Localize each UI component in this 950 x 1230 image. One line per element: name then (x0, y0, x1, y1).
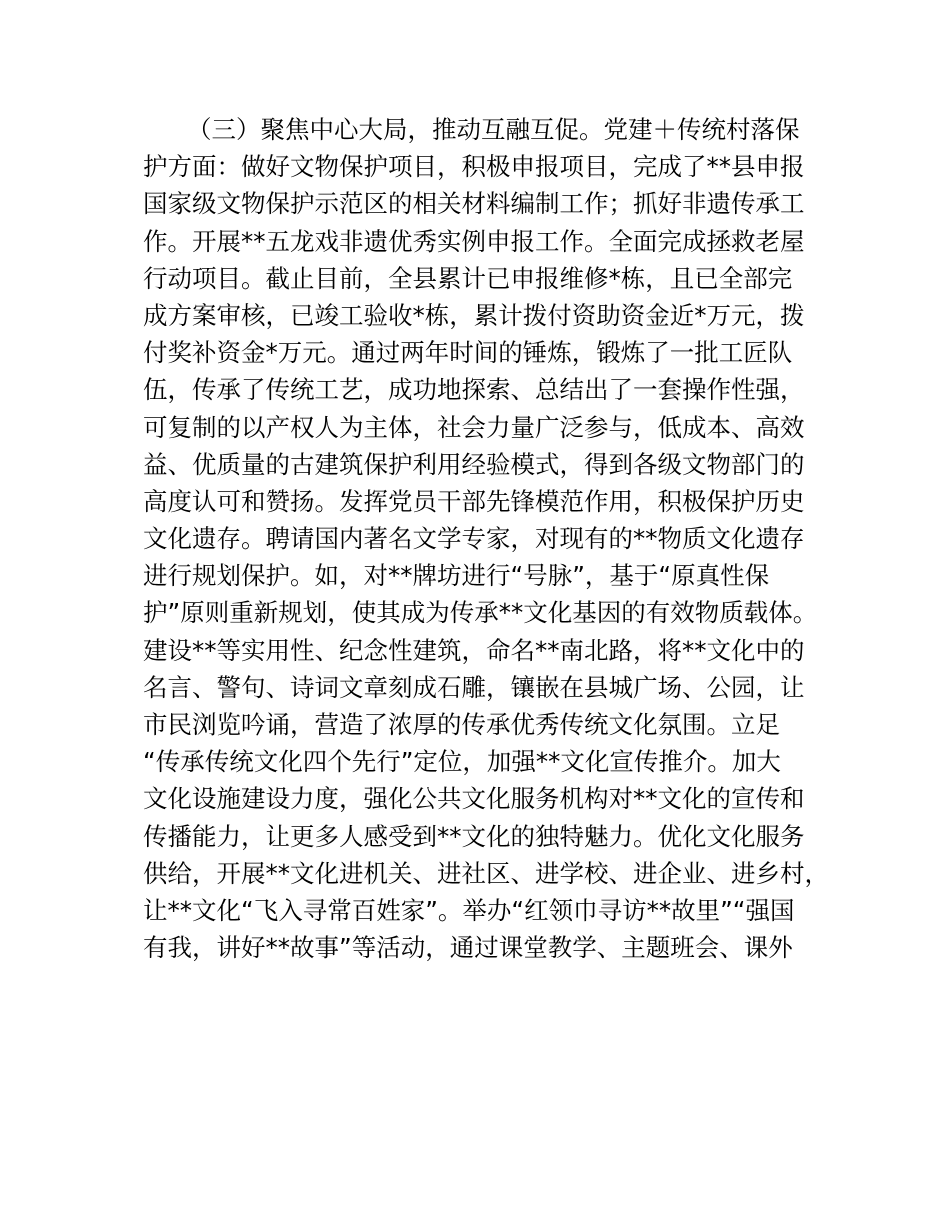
text-line: 传播能力，让更多人感受到**文化的独特魅力。优化文化服务 (143, 821, 805, 851)
text-line: 益、优质量的古建筑保护利用经验模式，得到各级文物部门的 (143, 449, 805, 479)
text-line: 文化设施建设力度，强化公共文化服务机构对**文化的宣传和 (143, 784, 805, 814)
text-line: 付奖补资金*万元。通过两年时间的锤炼，锻炼了一批工匠队 (143, 338, 793, 368)
text-line: 成方案审核，已竣工验收*栋，累计拨付资助资金近*万元，拨 (143, 300, 805, 330)
text-line: “传承传统文化四个先行”定位，加强**文化宣传推介。加大 (143, 747, 781, 777)
text-line: 伍，传承了传统工艺，成功地探索、总结出了一套操作性强， (143, 375, 805, 405)
text-line: 可复制的以产权人为主体，社会力量广泛参与，低成本、高效 (143, 412, 805, 442)
text-line: 作。开展**五龙戏非遗优秀实例申报工作。全面完成拯救老屋 (143, 226, 805, 256)
text-line: 护”原则重新规划，使其成为传承**文化基因的有效物质载体。 (143, 598, 818, 628)
text-line: 有我，讲好**故事”等活动，通过课堂教学、主题班会、课外 (143, 933, 793, 963)
text-line: 进行规划保护。如，对**牌坊进行“号脉”，基于“原真性保 (143, 561, 770, 591)
text-line: 市民浏览吟诵，营造了浓厚的传承优秀传统文化氛围。立足 (143, 710, 780, 739)
text-line: 护方面：做好文物保护项目，积极申报项目，完成了**县申报 (143, 152, 805, 182)
text-line: 供给，开展**文化进机关、进社区、进学校、进企业、进乡村， (143, 858, 829, 888)
text-line: 让**文化“飞入寻常百姓家”。举办“红领巾寻访**故里”“强国 (143, 895, 795, 925)
text-line: 建设**等实用性、纪念性建筑，命名**南北路，将**文化中的 (143, 635, 805, 665)
body-paragraph (143, 111, 843, 966)
text-line: 名言、警句、诗词文章刻成石雕，镶嵌在县城广场、公园，让 (143, 672, 805, 702)
text-line: 国家级文物保护示范区的相关材料编制工作；抓好非遗传承工 (143, 189, 805, 219)
text-line: 文化遗存。聘请国内著名文学专家，对现有的**物质文化遗存 (143, 524, 805, 554)
text-line: 行动项目。截止目前，全县累计已申报维修*栋，且已全部完 (143, 263, 793, 293)
text-line: （三）聚焦中心大局，推动互融互促。党建＋传统村落保 (187, 115, 800, 144)
text-line: 高度认可和赞扬。发挥党员干部先锋模范作用，积极保护历史 (143, 486, 805, 516)
